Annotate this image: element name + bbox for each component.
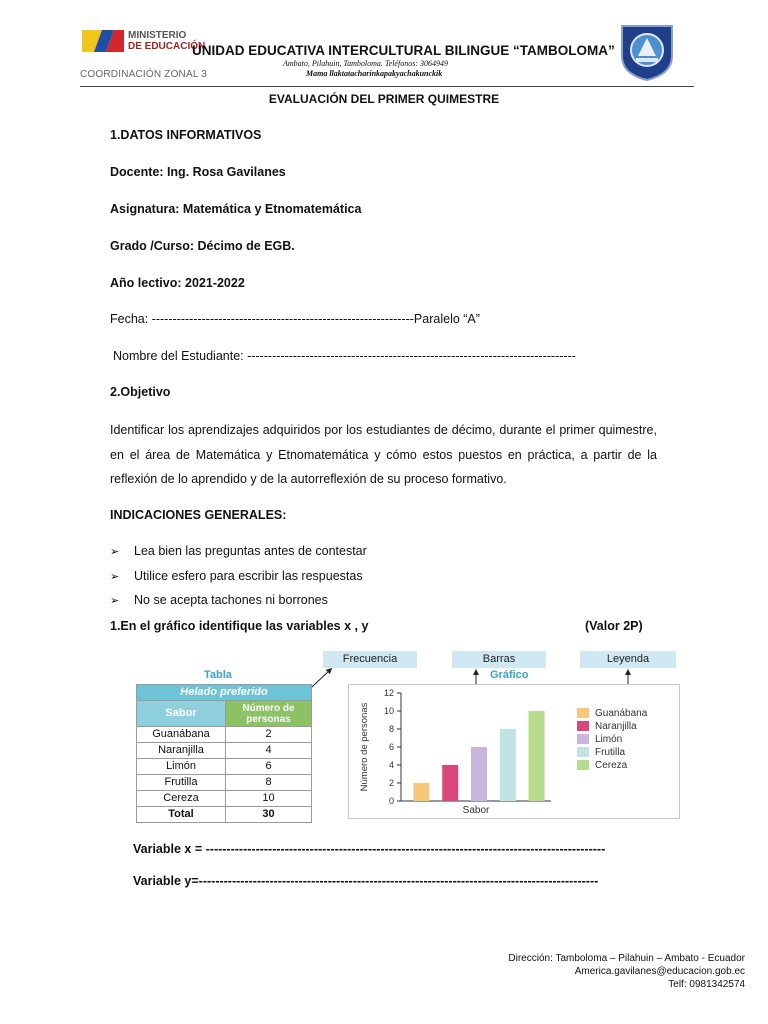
x-axis-label: Sabor [462, 805, 490, 816]
tag-barras: Barras [452, 651, 546, 668]
coordination-text: COORDINACIÓN ZONAL 3 [80, 69, 207, 80]
bullet-item [110, 569, 363, 583]
question-1: 1.En el gráfico identifique las variables x , y [110, 619, 369, 633]
objective-paragraph: Identificar los aprendizajes adquiridos por los estudiantes de décimo, durante el primer quimestre, en el área de Matemática y Etnomatemática y cómo estos puestos en práctica, a partir de la reflexión de lo aprendido y de la autorreflexión de su proceso formativo. [110, 423, 657, 486]
instructions-heading: INDICACIONES GENERALES: [110, 508, 287, 522]
table-row [137, 759, 312, 775]
chart-frame [348, 684, 680, 819]
ministry-line-1: MINISTERIO [128, 30, 187, 41]
bullet-item [110, 593, 328, 607]
table-cell: Guanábana [137, 727, 226, 743]
legend-swatch [577, 734, 589, 744]
grade-line: Grado /Curso: Décimo de EGB. [110, 239, 295, 253]
table-cell: Limón [137, 759, 226, 775]
student-name-field[interactable]: Nombre del Estudiante: ------------------------------------------------------------------------------- [113, 349, 576, 363]
question-1-value: (Valor 2P) [585, 619, 643, 633]
legend-label: Limón [595, 734, 623, 745]
school-year-line: Año lectivo: 2021-2022 [110, 276, 245, 290]
y-tick-label: 0 [388, 796, 394, 806]
y-tick-label: 10 [383, 706, 394, 716]
legend-swatch [577, 760, 589, 770]
table-row [137, 743, 312, 759]
table-cell: 10 [226, 791, 312, 807]
footer-phone: Telf: 0981342574 [668, 979, 745, 990]
school-shield-icon [618, 22, 676, 82]
table-total-label: Total [137, 807, 226, 823]
table-header-personas: Número de personas [226, 701, 312, 727]
bullet-text: No se acepta tachones ni borrones [134, 593, 328, 607]
section-1-heading: 1.DATOS INFORMATIVOS [110, 128, 262, 142]
section-2-heading: 2.Objetivo [110, 385, 171, 399]
footer-email: America.gavilanes@educacion.gob.ec [574, 966, 745, 977]
bullet-text: Lea bien las preguntas antes de contestar [134, 544, 367, 558]
header-divider [80, 86, 694, 87]
table-row [137, 727, 312, 743]
table-header-sabor: Sabor [137, 701, 226, 727]
bar-1 [413, 783, 429, 801]
table-row [137, 791, 312, 807]
y-tick-label: 6 [388, 742, 394, 752]
legend-swatch [577, 747, 589, 757]
chart-title: Gráfico [490, 669, 529, 681]
y-tick-label: 8 [388, 724, 394, 734]
table-cell: Cereza [137, 791, 226, 807]
table-title: Tabla [204, 669, 232, 681]
legend-label: Cereza [595, 760, 628, 771]
subject-line: Asignatura: Matemática y Etnomatemática [110, 202, 362, 216]
legend-label: Guanábana [595, 708, 648, 719]
teacher-line: Docente: Ing. Rosa Gavilanes [110, 165, 286, 179]
table-caption: Helado preferido [137, 685, 312, 701]
data-table [136, 684, 312, 823]
legend-label: Naranjilla [595, 721, 637, 732]
footer-address: Dirección: Tamboloma – Pilahuin – Ambato - Ecuador [508, 953, 745, 964]
school-name: UNIDAD EDUCATIVA INTERCULTURAL BILINGUE “TAMBOLOMA” [192, 43, 615, 58]
bullet-item [110, 544, 367, 558]
table-cell: 4 [226, 743, 312, 759]
table-cell: 2 [226, 727, 312, 743]
y-tick-label: 2 [388, 778, 394, 788]
y-tick-label: 12 [383, 688, 394, 698]
legend-swatch [577, 708, 589, 718]
tag-frecuencia: Frecuencia [323, 651, 417, 668]
y-tick-label: 4 [388, 760, 394, 770]
date-field[interactable]: Fecha: ---------------------------------------------------------------Paralelo “A” [110, 312, 480, 326]
bar-3 [471, 747, 487, 801]
y-axis-label: Número de personas [359, 702, 370, 792]
bullet-text: Utilice esfero para escribir las respuestas [134, 569, 363, 583]
bar-2 [442, 765, 458, 801]
variable-x-field[interactable]: Variable x = ------------------------------------------------------------------------------------------------ [133, 842, 606, 856]
legend-label: Frutilla [595, 747, 626, 758]
table-total-value: 30 [226, 807, 312, 823]
tag-leyenda: Leyenda [580, 651, 676, 668]
bar-4 [500, 729, 516, 801]
table-cell: Naranjilla [137, 743, 226, 759]
table-row [137, 775, 312, 791]
exam-title: EVALUACIÓN DEL PRIMER QUIMESTRE [268, 92, 500, 106]
ministry-line-2: DE EDUCACIÓN [128, 41, 206, 52]
bar-chart [349, 685, 679, 818]
arrow-bullet-icon: ➢ [110, 595, 120, 607]
legend-swatch [577, 721, 589, 731]
school-motto: Mama llaktatacharinkapakyachakunckik [306, 69, 443, 78]
arrow-bullet-icon: ➢ [110, 546, 120, 558]
table-total-row [137, 807, 312, 823]
bar-5 [529, 711, 545, 801]
table-cell: 8 [226, 775, 312, 791]
variable-y-field[interactable]: Variable y=------------------------------------------------------------------------------------------------ [133, 874, 599, 888]
arrow-bullet-icon: ➢ [110, 571, 120, 583]
school-address: Ambato, Pilahuin, Tamboloma. Teléfonos: 3064949 [283, 59, 448, 68]
table-cell: Frutilla [137, 775, 226, 791]
table-cell: 6 [226, 759, 312, 775]
